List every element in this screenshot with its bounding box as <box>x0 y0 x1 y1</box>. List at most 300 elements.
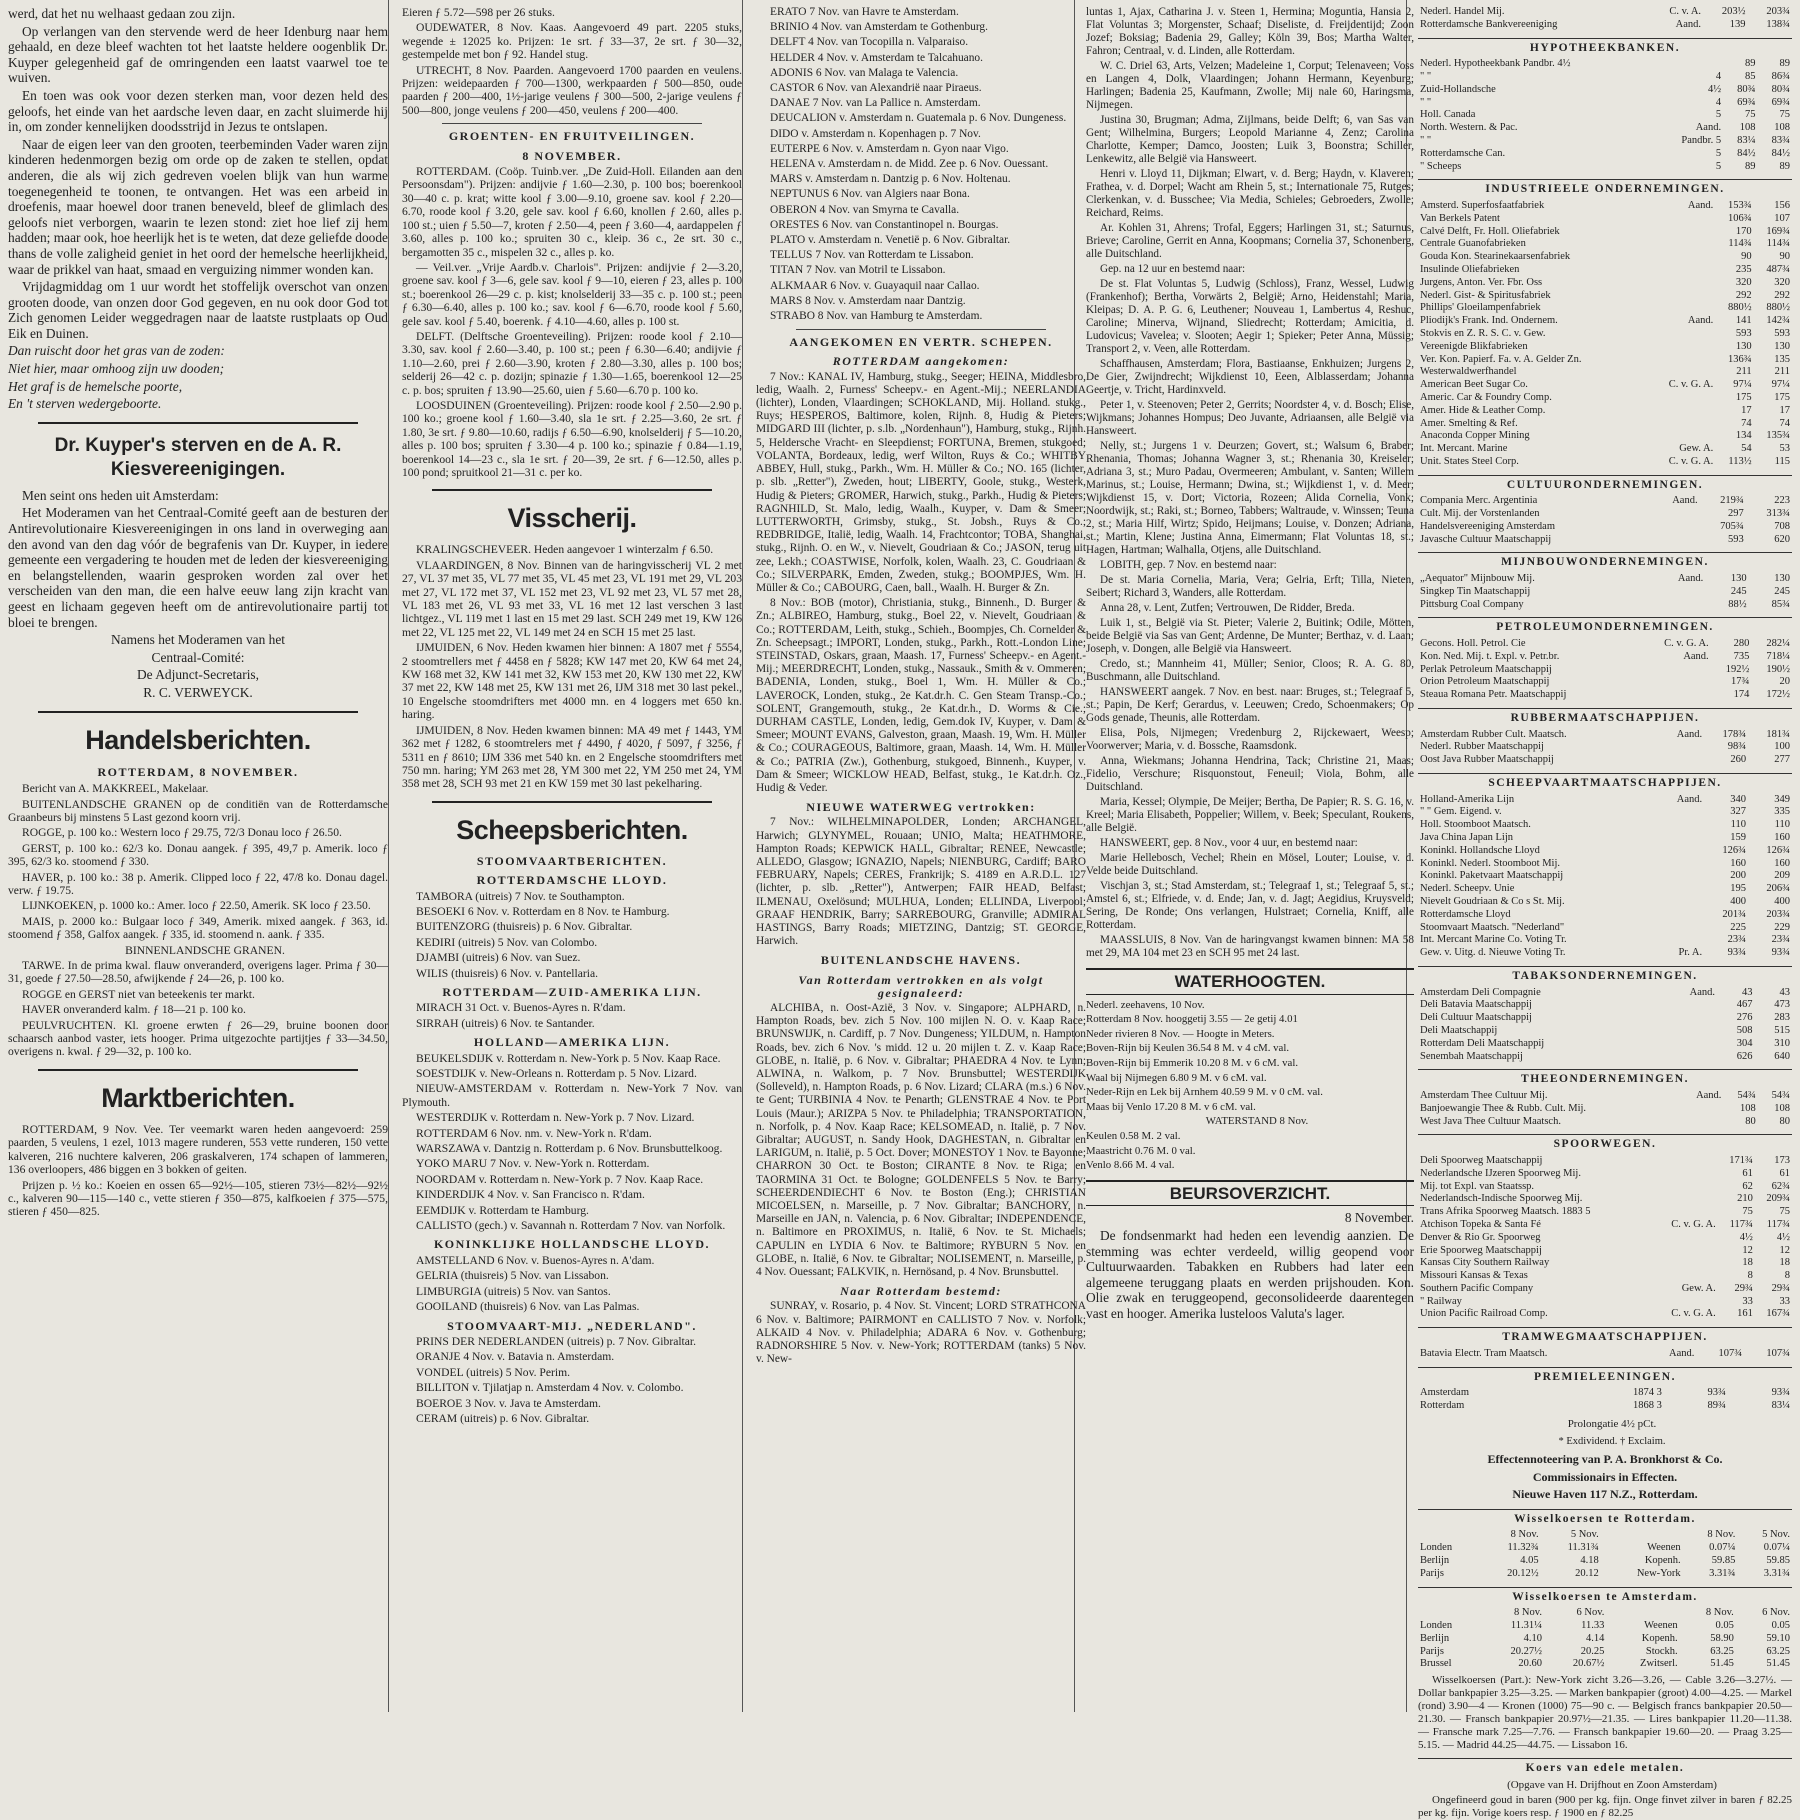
table-cell: C. v. G. A. <box>1671 1218 1716 1230</box>
table-cell <box>1648 302 1715 315</box>
table-cell <box>1648 392 1715 405</box>
table-cell: 235 <box>1735 263 1752 275</box>
table-cell: 17¾ <box>1730 676 1750 688</box>
table-cell: Aand. <box>1696 1089 1722 1101</box>
table-cell: 5 <box>1715 109 1722 121</box>
ship-entry: ORESTES 6 Nov. van Constantinopel n. Bourgas. <box>770 218 999 231</box>
ship-entry: SIRRAH (uitreis) 6 Nov. te Santander. <box>416 1016 595 1030</box>
table-cell: 245 <box>1774 585 1790 597</box>
table-cell: 340 <box>1730 793 1747 805</box>
table-cell: C. v. A. <box>1669 6 1702 17</box>
table-cell: Deli Cultuur Maatschappij <box>1420 1012 1532 1024</box>
subheading: Van Rotterdam vertrokken en als volgt gesignaleerd: <box>798 972 1044 1000</box>
table-cell: Aand. <box>1668 1347 1695 1359</box>
water-entry: Waal bij Nijmegen 6.80 9 M. v 6 cM. val. <box>1086 1071 1267 1084</box>
table-cell <box>1648 430 1715 443</box>
table-cell: 1874 3 <box>1632 1387 1662 1399</box>
table-row <box>1418 135 1792 148</box>
table-cell <box>1648 405 1715 418</box>
table-row <box>1418 1270 1792 1283</box>
text-paragraph: Wisselkoersen (Part.): New-York zicht 3.26—3.26, — Cable 3.26—3.27½. — Dollar bankpapier 3.25—3.25. — Marken bankpapier (groot) 4.00—4.25. — Markel (rond) 3.90—4 — Kronen (1000) 75—90 c. — Belgisch francs bankpapier 20.50—21.30. — Fransch bankpapier 20.97½—21.35. — Lires bankpapier 11.20—11.38. — Fransche mark 7.25—7.76. — Fransch bankpapier 19.60—20. — Praag 3.25—5.15. — Madrid 44.25—44.75. — Lissabon 16. <box>1418 1674 1792 1752</box>
table-row <box>1418 1155 1792 1168</box>
table-cell: 29¾ <box>1734 1282 1753 1294</box>
text-paragraph: LOOSDUINEN (Groenteveiling). Prijzen: roode kool ƒ 2.50—2.90 p. 100 ko.; groene kool ƒ 1.60—3.40, sla 1e srt. ƒ 2.25—3.60, 2e srt. ƒ 1.80, 3e srt. ƒ 9.80—10.60, radijs ƒ 6.50—6.90, knolselderij ƒ 5—10.20, alles p. 100 bos; spruiten ƒ 3.30—4 p. 100 ko.; spinazie ƒ 0.84—1.19, boerenkool 14—23 c., sla 1e srt. ƒ 20—39, 2e srt. ƒ 6—12.50, alles p. 100 pond; spruitkool 21—31 c. per ko. <box>402 398 742 479</box>
table-cell: 141 <box>1735 315 1752 327</box>
table-cell: Insulinde Oliefabrieken <box>1420 263 1520 275</box>
text-paragraph: Henri v. Lloyd 11, Dijkman; Elwart, v. d. Berg; Haydn, v. Klaveren; Frathea, v. d. Dorpel; Wacht am Rhein 5, st.; Internationale 75, Rutges; Clerkenkan, v. d. Busschee; Via Media, Schieles; Gebroeders, Zwolle; Reichard, Reims. <box>1086 168 1414 219</box>
table-cell: 5 <box>1715 160 1722 172</box>
table-cell: Stockh. <box>1645 1645 1678 1657</box>
table-cell: 93¾ <box>1771 1387 1790 1399</box>
table-row <box>1418 741 1792 754</box>
table-row <box>1418 586 1792 599</box>
table-row <box>1418 392 1792 405</box>
ship-entry: YOKO MARU 7 Nov. v. New-York n. Rotterdam. <box>416 1157 650 1171</box>
text-paragraph: LIJNKOEKEN, p. 1000 ko.: Amer. loco ƒ 22.50, Amerik. SK loco ƒ 23.50. <box>22 899 371 913</box>
stock-table <box>1418 1348 1792 1361</box>
divider <box>38 1069 358 1071</box>
text-paragraph: De fondsenmarkt had heden een levendig aanzien. De stemming was echter verdeeld, willig geopend voor Cultuurwaarden. Tabakken en Rubbers had later een algemeene teruggang plaats en werden prijshouden. Kon. Olie zwak en teruggeopend, geconsolideerde daarentegen vast en hooger. Amerika lusteloos Valuta's lager. <box>1086 1227 1414 1321</box>
table-cell: Mij. tot Expl. van Staatssp. <box>1420 1180 1535 1192</box>
table-cell: 4 <box>1715 96 1722 108</box>
table-cell: 51.45 <box>1766 1658 1790 1670</box>
table-cell: Stokvis en Z. R. S. C. v. Gew. <box>1420 327 1546 339</box>
table-cell: 51.45 <box>1710 1658 1734 1670</box>
table-cell: 161 <box>1737 1308 1753 1320</box>
table-row <box>1418 418 1792 431</box>
ship-entry: ORANJE 4 Nov. v. Batavia n. Amsterdam. <box>416 1350 615 1364</box>
table-row <box>1418 19 1792 32</box>
table-cell: Oost Java Rubber Maatschappij <box>1420 754 1554 766</box>
table-cell: 135¾ <box>1766 430 1790 442</box>
table-cell: 211 <box>1736 366 1752 378</box>
table-cell: 18 <box>1742 1257 1753 1269</box>
table-cell: " " <box>1420 96 1432 108</box>
table-cell <box>1678 1116 1723 1129</box>
table-cell <box>1648 264 1715 277</box>
table-cell: 100 <box>1774 741 1790 753</box>
table-cell: 310 <box>1774 1037 1790 1049</box>
text-paragraph: Prijzen p. ½ ko.: Koeien en ossen 65—92½—105, stieren 73½—82½—92½ c., kalveren 90—115—140 c., vette stieren ƒ 350—875, kalfkoeien ƒ 375—575, stieren ƒ 450—825. <box>8 1178 388 1219</box>
table-cell: Nievelt Goudriaan & Co s St. Mij. <box>1420 895 1565 907</box>
table-row <box>1418 226 1792 239</box>
table-cell: Phillips' Gloeilampenfabriek <box>1420 302 1541 314</box>
table-row <box>1418 1103 1792 1116</box>
table-cell: 138¾ <box>1766 18 1790 30</box>
table-cell: Americ. Car & Foundry Comp. <box>1420 391 1552 403</box>
table-cell: Weenen <box>1644 1620 1678 1631</box>
text-paragraph: ROGGE, p. 100 ko.: Western loco ƒ 29.75, 72/3 Donau loco ƒ 26.50. <box>22 826 342 840</box>
table-cell: 89 <box>1745 58 1756 70</box>
table-cell: 620 <box>1774 533 1790 545</box>
table-cell: 59.10 <box>1766 1632 1790 1644</box>
text-paragraph: DELFT. (Delftsche Groenteveiling). Prijzen: roode kool ƒ 2.10—3.30, sav. kool ƒ 2.60—3.40, p. 100 st.; peen ƒ 6.30—6.40; andijvie ƒ 1.10—2.60, prei ƒ 2.60—3.90, kroten ƒ 2.80—3.30, alles p. 100 bos; selderij 26—42 c. p. dozijn; spinazie ƒ 1.30—1.65, boerenkool 12—25 c. p. bos; spruiten ƒ 13.90—25.60, uien ƒ 5.60—6.70 p. 100 ko. <box>402 329 742 397</box>
table-cell: 225 <box>1730 921 1747 933</box>
poem-line: En 't sterven wedergeboorte. <box>8 396 162 412</box>
table-cell: 85 <box>1745 70 1756 82</box>
stock-table <box>1418 794 1792 960</box>
water-entry: Keulen 0.58 M. 2 val. <box>1086 1129 1181 1142</box>
ship-entry: TITAN 7 Nov. van Motril te Lissabon. <box>770 264 946 277</box>
table-cell <box>1650 508 1699 521</box>
water-entry: Rotterdam 8 Nov. hooggetij 3.55 — 2e getij 4.01 <box>1086 1013 1298 1026</box>
table-cell: 110 <box>1730 819 1747 831</box>
ship-entry: BEUKELSDIJK v. Rotterdam n. New-York p. 5 Nov. Kaap Race. <box>416 1051 721 1065</box>
table-cell <box>1657 883 1704 896</box>
table-cell <box>1606 1607 1679 1620</box>
table-row <box>1418 6 1792 19</box>
table-row <box>1418 264 1792 277</box>
table-cell: Cult. Mij. der Vorstenlanden <box>1420 508 1540 520</box>
table-row <box>1418 1658 1792 1671</box>
table-row <box>1418 934 1792 947</box>
table-cell: 159 <box>1730 832 1747 843</box>
table-cell: Rotterdamsche Can. <box>1420 147 1506 159</box>
table-cell: 53 <box>1779 443 1790 455</box>
text-paragraph: De st. Maria Cornelia, Maria, Vera; Gelria, Erft; Tilla, Nieten, Seibert; Richard 3, Wanders, alle Rotterdam. <box>1086 574 1414 599</box>
section-title: SPOORWEGEN. <box>1418 1134 1792 1153</box>
table-cell: 175 <box>1774 391 1790 403</box>
subheading: BUITENLANDSCHE HAVENS. <box>820 953 1022 968</box>
table-cell: Kansas City Southern Railway <box>1420 1257 1550 1269</box>
table-cell: Union Pacific Railroad Comp. <box>1420 1308 1548 1320</box>
table-cell: 108 <box>1739 122 1756 134</box>
stock-table <box>1418 6 1792 32</box>
table-cell: 320 <box>1774 276 1790 288</box>
ship-entry: BOEROE 3 Nov. v. Java te Amsterdam. <box>416 1396 601 1410</box>
table-cell: 98¾ <box>1727 741 1747 753</box>
subheading: ROTTERDAM—ZUID-AMERIKA LIJN. <box>442 984 702 999</box>
table-cell: Holland-Amerika Lijn <box>1420 793 1515 805</box>
table-cell: 130 <box>1735 340 1752 352</box>
divider <box>38 711 358 713</box>
ship-entry: MARS 8 Nov. v. Amsterdam naar Dantzig. <box>770 294 966 307</box>
table-cell: Calvé Delft, Fr. Holl. Oliefabriek <box>1420 225 1560 237</box>
table-cell: 626 <box>1736 1050 1753 1062</box>
table-row <box>1418 845 1792 858</box>
table-cell: 880½ <box>1727 302 1752 314</box>
table-cell: 203¾ <box>1766 908 1790 920</box>
broker-line: Nieuwe Haven 117 N.Z., Rotterdam. <box>1512 1487 1698 1502</box>
table-cell <box>1661 1025 1717 1038</box>
table-cell: Gecons. Holl. Petrol. Cie <box>1420 638 1526 650</box>
table-row <box>1418 806 1792 819</box>
table-cell <box>1661 1012 1717 1025</box>
table-cell: Amsterd. Superfosfaatfabriek <box>1420 199 1545 211</box>
ship-entry: VONDEL (uitreis) 5 Nov. Perim. <box>416 1365 571 1379</box>
subheading: ROTTERDAMSCHE LLOYD. <box>476 873 668 888</box>
stock-table <box>1418 573 1792 611</box>
section-heading-beursoverzicht: BEURSOVERZICHT. <box>1086 1180 1414 1207</box>
table-row <box>1418 148 1792 161</box>
table-cell: Pittsburg Coal Company <box>1420 598 1524 610</box>
table-cell <box>1657 741 1704 754</box>
table-cell: Rotterdamsche Bankvereeniging <box>1420 18 1558 30</box>
table-row <box>1418 200 1792 213</box>
table-row <box>1418 109 1792 122</box>
ship-entry: WESTERDIJK v. Rotterdam n. New-York p. 7 Nov. Lizard. <box>416 1111 695 1125</box>
table-cell: 61 <box>1742 1167 1753 1179</box>
table-row <box>1418 1387 1792 1400</box>
table-cell: 593 <box>1735 327 1752 339</box>
text-paragraph: KRALINGSCHEVEER. Heden aangevoer 1 winterzalm ƒ 6.50. <box>416 543 714 557</box>
table-cell: Erie Spoorweg Maatschappij <box>1420 1244 1542 1256</box>
table-row <box>1418 1025 1792 1038</box>
table-cell: 17 <box>1741 404 1752 416</box>
table-cell: 508 <box>1736 1024 1753 1036</box>
table-cell: Anaconda Copper Mining <box>1420 430 1530 442</box>
text-paragraph: HANSWEERT, gep. 8 Nov., voor 4 uur, en bestemd naar: <box>1100 837 1358 849</box>
ship-entry: DIDO v. Amsterdam n. Kopenhagen p. 7 Nov. <box>770 127 981 140</box>
text-paragraph: (Opgave van H. Drijfhout en Zoon Amsterdam) <box>1507 1778 1717 1791</box>
table-cell: 62 <box>1742 1180 1753 1192</box>
subheading: Naar Rotterdam bestemd: <box>840 1284 1002 1299</box>
table-row <box>1418 1620 1792 1633</box>
table-cell: Londen <box>1420 1620 1453 1631</box>
table-cell: 203¾ <box>1766 6 1790 17</box>
column-4 <box>1078 0 1422 1712</box>
table-row <box>1418 277 1792 290</box>
table-cell: 349 <box>1774 793 1790 805</box>
table-row <box>1418 947 1792 960</box>
text-paragraph: VLAARDINGEN, 8 Nov. Binnen van de haringvisscherij VL 2 met 27, VL 37 met 35, VL 77 met 35, VL 45 met 23, VL 191 met 29, VL 203 met 27, VL 172 met 37, VL 152 met 23, VL 92 met 23, VL 57 met 28, VL 183 met 26, VL 93 met 33, VL 16 met 12 last verschen 3 last lichtgez., VL 119 met 1 last en 15 met 29 last. SCH 249 met 19, KW 126 met 22, VL 125 met 22, VL 149 met 24 en SCH 15 met 25 last. <box>402 558 742 639</box>
table-cell: Zwitserl. <box>1640 1658 1678 1670</box>
table-cell: Centrale Guanofabrieken <box>1420 238 1526 250</box>
water-entry: Neder rivieren 8 Nov. — Hoogte in Meters. <box>1086 1027 1275 1040</box>
text-paragraph: ROGGE en GERST niet van beteekenis ter markt. <box>22 987 255 1001</box>
table-cell: 4.10 <box>1523 1632 1542 1644</box>
table-cell: 277 <box>1774 754 1790 766</box>
table-cell <box>1418 1607 1481 1620</box>
table-cell: 135 <box>1774 353 1790 365</box>
table-cell: 110 <box>1774 819 1790 831</box>
table-row <box>1418 238 1792 251</box>
table-cell: 43 <box>1779 986 1790 998</box>
table-row <box>1418 1090 1792 1103</box>
table-cell: 487¾ <box>1766 263 1790 275</box>
section-title: MIJNBOUWONDERNEMINGEN. <box>1418 552 1792 571</box>
table-cell: 313¾ <box>1766 508 1790 520</box>
table-row <box>1418 689 1792 702</box>
stock-table <box>1418 729 1792 767</box>
table-cell <box>1657 819 1704 832</box>
section-heading-visscherij: Visscherij. <box>507 503 637 534</box>
table-cell <box>1657 754 1704 767</box>
table-row <box>1418 999 1792 1012</box>
table-cell <box>1648 213 1715 226</box>
table-cell <box>1648 586 1705 599</box>
text-paragraph: werd, dat het nu welhaast gedaan zou zijn. <box>8 6 236 21</box>
table-cell: 23¾ <box>1771 934 1790 946</box>
table-cell: 17 <box>1779 404 1790 416</box>
table-cell: Berlijn <box>1420 1632 1450 1644</box>
table-cell: Batavia Electr. Tram Maatsch. <box>1420 1347 1548 1359</box>
poem-line: Niet hier, maar omhoog zijn uw dooden; <box>8 361 225 377</box>
table-cell: Senembah Maatschappij <box>1420 1050 1523 1062</box>
table-cell: Aand. <box>1687 199 1714 211</box>
ship-entry: LIMBURGIA (uitreis) 5 Nov. van Santos. <box>416 1284 611 1298</box>
table-cell: Stoomvaart Maatsch. "Nederland" <box>1420 921 1565 933</box>
text-paragraph: Credo, st.; Mannheim 41, Müller; Senior, Cloos; R. A. G. 80, Buschmann, alle Duitschland. <box>1086 658 1414 683</box>
table-cell: 3.31¾ <box>1709 1567 1736 1579</box>
table-cell: Aand. <box>1672 495 1698 507</box>
subheading: HOLLAND—AMERIKA LIJN. <box>473 1035 671 1050</box>
prolongatie: Prolongatie 4½ pCt. <box>1567 1417 1657 1430</box>
table-cell: 708 <box>1774 520 1790 532</box>
table-row <box>1418 987 1792 1000</box>
text-paragraph: Men seint ons heden uit Amsterdam: <box>22 487 219 503</box>
text-paragraph: De st. Flat Voluntas 5, Ludwig (Schloss), Franz, Wessel, Ludwig (Frankenhof); Bertha, Vorwärts 2, België; Arno, Heidenstahl; Maria, Kleipas; D. A. P. G. 6, Leuthener; Nouveau 1, Lambertus 4, Reshuc, Caroline; Minerva, Wijnand, Sliedrecht; Rotterdam; Amicitia, d. Ludovicus; Vavelea; v. Slooten; Aegir 1; Spieker; Peter Anna, Müssig; Transport 2, v. Veen, alle Rotterdam. <box>1086 278 1414 355</box>
table-row <box>1418 58 1792 71</box>
text-paragraph: IJMUIDEN, 6 Nov. Heden kwamen hier binnen: A 1807 met ƒ 5554, 2 stoomtrellers met ƒ 4458 en ƒ 5828; KW 147 met 20, KW 64 met 24, KW 168 met 32, KW 141 met 32, KW 153 met 20, KW 130 met 22, KW 37 met 22, KW 148 met 25, KW 131 met 26, IJM 318 met 30 last pekel., 10 Engelsche stoomdrifters met 4000 mn. en 4 loggers met 650 kn. haring. <box>402 641 742 722</box>
water-entry: Nederl. zeehavens, 10 Nov. <box>1086 998 1205 1011</box>
text-paragraph: SUNRAY, v. Rosario, p. 4 Nov. St. Vincent; LORD STRATHCONA 6 Nov. v. Baltimore; PAIRMONT en CALLISTO 7 Nov. v. Norfolk; ALKAID 4 Nov. v. Philadelphia; ADARA 6 Nov. v. Gothenburg; RADNORSHIRE 5 Nov. v. New-York; ROTTERDAM (tanks) 5 Nov. v. New- <box>756 1300 1086 1366</box>
subheading: STOOMVAARTBERICHTEN. <box>476 853 668 868</box>
table-cell: North. Western. & Pac. <box>1420 122 1518 134</box>
table-cell: Amsterdam Thee Cultuur Mij. <box>1420 1089 1548 1101</box>
table-cell: 292 <box>1735 289 1752 301</box>
table-cell: Compania Merc. Argentinia <box>1420 495 1538 507</box>
article-heading-kuyper: Dr. Kuyper's sterven en de A. R. Kiesvereenigingen. <box>54 434 342 480</box>
water-entry: Maastricht 0.76 M. 0 val. <box>1086 1144 1196 1157</box>
table-row <box>1418 832 1792 845</box>
section-title: THEEONDERNEMINGEN. <box>1418 1069 1792 1088</box>
table-cell: " " <box>1420 70 1432 82</box>
table-cell: Weenen <box>1647 1542 1681 1554</box>
table-row <box>1418 1051 1792 1064</box>
ship-entry: CASTOR 6 Nov. van Alexandrië naar Piraeus. <box>770 82 982 95</box>
table-cell: 84½ <box>1771 147 1790 159</box>
table-cell: 130 <box>1774 573 1790 585</box>
signature-line: Centraal-Comité: <box>151 649 245 665</box>
table-cell: Gouda Kon. Stearinekaarsenfabriek <box>1420 251 1571 263</box>
stock-table <box>1418 1155 1792 1321</box>
table-cell: Aand. <box>1676 728 1703 740</box>
table-cell: 705¾ <box>1720 520 1744 532</box>
table-cell: Aand. <box>1675 18 1702 30</box>
table-row <box>1418 122 1792 135</box>
table-cell: 83¼ <box>1771 1400 1790 1412</box>
table-cell: 4½ <box>1776 1231 1790 1243</box>
text-paragraph: Nelly, st.; Jurgens 1 v. Deurzen; Govert, st.; Walsum 6, Braber; Rhenania, Thomas; Johanna Wagner 3, st.; Rhenania 30, Kreiseler; Adriana 3, st.; Muro Padau, Overmeeren; Ambulant, v. Santen; Willem Marinus, st.; Louise, Hermann; Dwina, st.; Wijkdienst 1, v. d. Meer; Wijkdienst 15, v. Dort; Victoria, Rozeen; Alida Cornelia, Vonk; Noordwijk, st.; Raki, st.; Borneo, Tabbers; Waltraude, v. Winssen; Teuna 2, st.; Maria Hilf, Wirtz; Spido, Heijmans; Louise, v. Donzen; Adriana, st.; Martin, Klene; Justina Anna, Eimermann; Flat Voluntas 18, st.; Hagen, Hartman; Walhalla, Otjens, alle Duitschland. <box>1086 440 1414 556</box>
table-row <box>1418 638 1792 651</box>
table-row <box>1418 456 1792 469</box>
subheading: AANGEKOMEN EN VERTR. SCHEPEN. <box>789 335 1053 350</box>
table-cell: C. v. G. A. <box>1671 1308 1716 1320</box>
table-cell: 62¾ <box>1771 1180 1790 1192</box>
table-cell: 735 <box>1733 650 1750 662</box>
table-cell: 69¾ <box>1771 96 1790 108</box>
section-title: RUBBERMAATSCHAPPIJEN. <box>1418 708 1792 727</box>
table-cell: 93¾ <box>1771 947 1790 959</box>
text-paragraph: ALCHIBA, n. Oost-Azië, 3 Nov. v. Singapore; ALPHARD, n. Hampton Roads, bev. zich 5 Nov. 100 mijlen N. O. v. Kaap Race; BRUNSWIJK, n. Cardiff, p. 7 Nov. Dungeness; YILDUM, n. Hampton Roads, bev. zich 6 Nov. 's midd. 12 u. 20 mijlen t. Z. v. Kaap Race; GLOBE, n. Italië, p. 6 Nov. v. Gibraltar; PHAEDRA 4 Nov. te Lynn; ALWINA, n. Walkom, p. 7 Nov. Brunsbuttel; WESTERDIJK (Solleveld), n. Hampton Roads, p. 6 Nov. Lizard; CLARA (m.s.) 6 Nov. te Gent; TURBINIA 4 Nov. te Penarth; GLENSTRAE 4 Nov. te Port Louis (Maur.); ARIZPA 5 Nov. te Philadelphia; TRANSPORTATION, n. Norfolk, p. 4 Nov. Kaap Race; KELSOMEAD, n. Italië, p. 7 Nov. Gibraltar; AUGUST, n. Sandy Hook, DAGHESTAN, n. Gibraltar en LARIGUM, n. Italië, p. 5 Oct. Dover; MONESTOY 1 Nov. te Bayonne; CHARRON 30 Oct. te Boston; CIRANTE 8 Nov. te Riga; en TAORMINA 31 Oct. te Bologne; GOLDENFELS 5 Nov. te Barry; SCHEERDENDIECHT 6 Nov. te Boston (Eng.); CHRISTIAN MICOELSEN, n. Marseille, p. 7 Nov. Gibraltar; BANCHORY, n. Marseille en JAN, n. Valencia, p. 6 Nov. Gibraltar; INDEPENDENCE, n. Baltimore en PROXIMUS, n. Italië, 6 Nov. te St. Michaels; CAPULIN en LYDIA 6 Nov. te Baltimore; RYBURN 5 Nov. en GLOBE, n. Italië, 6 Nov. te Gibraltar; NOLISEMENT, n. Marseille, p. 4 Nov. Ouessant; FALKVIK, n. Hernösand, p. 4 Nov. Brunsbuttel. <box>756 1002 1086 1279</box>
table-cell: Gew. A. <box>1679 443 1714 455</box>
water-entry: Maas bij Venlo 17.20 8 M. v 6 cM. val. <box>1086 1100 1256 1113</box>
table-cell: 59.85 <box>1766 1555 1790 1567</box>
table-cell: 117¾ <box>1729 1218 1753 1230</box>
table-row <box>1418 794 1792 807</box>
table-cell <box>1653 1257 1718 1270</box>
text-paragraph: Luik 1, st., België via St. Pieter; Valerie 2, Buitink; Odile, Mötten, beide België via Sas van Gent; Ardenne, De Munter; Berthaz, v. d. Laan; Joseph, v. Dongen, alle België via Hansweert. <box>1086 617 1414 655</box>
table-cell: 117¾ <box>1766 1218 1790 1230</box>
table-cell: 3.31¾ <box>1763 1567 1790 1579</box>
ship-entry: NEPTUNUS 6 Nov. van Algiers naar Bona. <box>770 188 970 201</box>
table-cell: 8 <box>1747 1270 1753 1282</box>
text-paragraph: Ar. Kohlen 31, Ahrens; Trofal, Eggers; Harlingen 31, st.; Saturnus, Brieve; Caroline, Gerrit en Anna, Koopmans; Cornelia 37, Schonenberg, alle Duitschland. <box>1086 222 1414 260</box>
signature-line: R. C. VERWEYCK. <box>143 684 253 700</box>
table-cell: 126¾ <box>1722 844 1747 856</box>
table-cell: 63.25 <box>1710 1645 1734 1657</box>
table-cell <box>1657 845 1704 858</box>
text-paragraph: Ongefineerd goud in baren (900 per kg. fijn. Onge finvet zilver in baren ƒ 82.25 per kg. fijn. Vorige koers resp. ƒ 1900 en ƒ 82.25 <box>1418 1793 1792 1819</box>
table-cell: American Beet Sugar Co. <box>1420 379 1528 391</box>
ship-entry: BRINIO 4 Nov. van Amsterdam te Gothenburg. <box>770 21 988 34</box>
table-cell: Parijs <box>1420 1645 1444 1657</box>
table-cell: 320 <box>1735 276 1752 288</box>
section-title: CULTUURONDERNEMINGEN. <box>1418 475 1792 494</box>
table-cell: 174 <box>1733 689 1750 701</box>
table-cell: Deli Spoorweg Maatschappij <box>1420 1154 1543 1166</box>
ship-entry: TELLUS 7 Nov. van Rotterdam te Lissabon. <box>770 249 974 262</box>
table-cell: C. v. G. A. <box>1664 638 1709 650</box>
table-row <box>1418 599 1792 612</box>
table-row <box>1418 379 1792 392</box>
table-cell: C. v. G. A. <box>1668 379 1714 391</box>
table-cell: 20.27½ <box>1510 1645 1542 1657</box>
table-row <box>1418 1646 1792 1659</box>
ship-entry: MARS v. Amsterdam n. Dantzig p. 6 Nov. Holtenau. <box>770 173 1011 186</box>
table-cell: 8 Nov. <box>1514 1607 1542 1619</box>
table-row <box>1418 315 1792 328</box>
table-row <box>1418 430 1792 443</box>
table-cell: 173 <box>1774 1154 1790 1166</box>
table-cell: Brussel <box>1420 1658 1452 1670</box>
table-cell: 20.25 <box>1580 1645 1605 1657</box>
text-paragraph: Anna 28, v. Lent, Zutfen; Vertrouwen, De Ridder, Breda. <box>1100 602 1355 614</box>
table-cell <box>1639 664 1710 677</box>
table-cell: 20 <box>1779 676 1790 688</box>
text-paragraph: LOBITH, gep. 7 Nov. en bestemd naar: <box>1100 559 1277 571</box>
table-cell: 169¾ <box>1766 225 1790 237</box>
table-row <box>1418 729 1792 742</box>
exchange-table-rotterdam <box>1418 1529 1792 1580</box>
table-cell: 20.12½ <box>1507 1567 1539 1579</box>
table-row <box>1418 1542 1792 1555</box>
text-paragraph: TARWE. In de prima kwal. flauw onveranderd, overigens lager. Prima ƒ 30—31, goede ƒ 27.50—28.50, afwijkende ƒ 24—26, p. 100 ko. <box>8 959 388 986</box>
subheading: GROENTEN- EN FRUITVEILINGEN. <box>448 129 696 144</box>
table-row <box>1418 1181 1792 1194</box>
table-cell <box>1639 676 1710 689</box>
ship-entry: EEMDIJK v. Rotterdam te Hamburg. <box>416 1203 589 1217</box>
table-row <box>1418 922 1792 935</box>
table-cell: 89¾ <box>1707 1400 1726 1412</box>
ship-entry: OBERON 4 Nov. van Smyrna te Cavalla. <box>770 203 960 216</box>
table-cell: Steaua Romana Petr. Maatschappij <box>1420 689 1567 701</box>
ship-entry: PRINS DER NEDERLANDEN (uitreis) p. 7 Nov. Gibraltar. <box>416 1334 697 1348</box>
table-cell: 107¾ <box>1766 1347 1790 1359</box>
table-cell: 206¾ <box>1766 883 1790 895</box>
table-cell: 142¾ <box>1766 315 1790 327</box>
table-cell: Vereenigde Blikfabrieken <box>1420 340 1528 352</box>
table-row <box>1418 328 1792 341</box>
text-paragraph: ROTTERDAM, 9 Nov. Vee. Ter veemarkt waren heden aangevoerd: 259 paarden, 5 veulens, 1 ezel, 1013 magere runderen, 553 vette runderen, 150 vette kalveren, 216 nuchtere kalveren, 206 graskalveren, 174 schapen of lammeren, 136 overloopers, 486 biggen en 3 bokken of geiten. <box>8 1122 388 1177</box>
water-entry: Neder-Rijn en Lek bij Arnhem 40.59 9 M. v 0 cM. val. <box>1086 1086 1323 1099</box>
section-title: SCHEEPVAARTMAATSCHAPPIJEN. <box>1418 773 1792 792</box>
table-cell: 97¼ <box>1733 379 1752 391</box>
table-cell <box>1657 922 1704 935</box>
table-cell <box>1653 1155 1718 1168</box>
table-cell: Atchison Topeka & Santa Fé <box>1420 1218 1541 1230</box>
